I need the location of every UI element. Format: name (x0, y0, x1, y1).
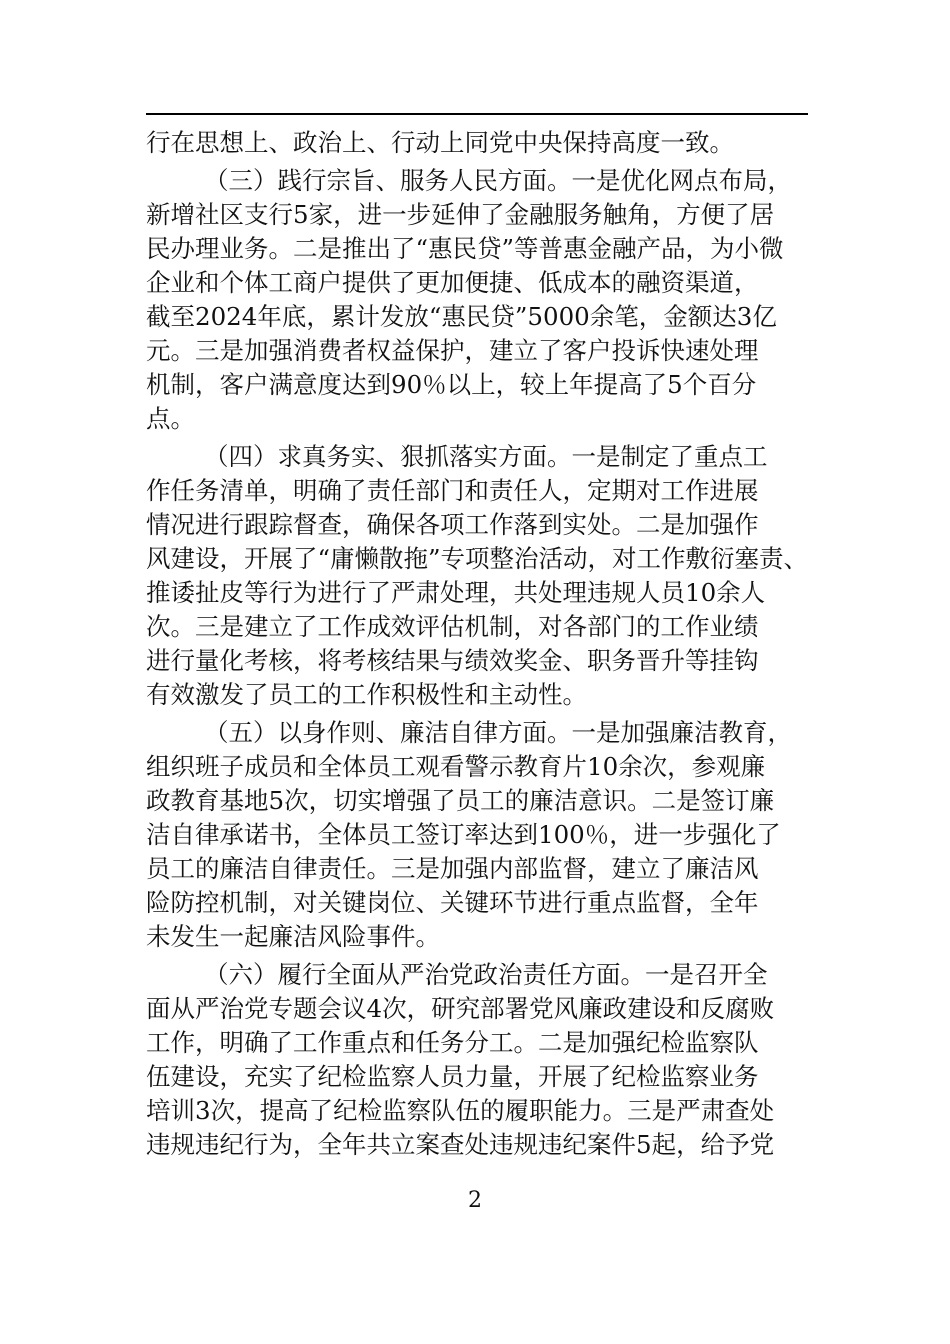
text-line: 推诿扯皮等行为进行了严肃处理，共处理违规人员10余人 (146, 578, 766, 607)
text-line: 情况进行跟踪督查，确保各项工作落到实处。二是加强作 (146, 510, 759, 539)
text-line: 面从严治党专题会议4次，研究部署党风廉政建设和反腐败 (146, 994, 775, 1023)
text-line: 民办理业务。二是推出了“惠民贷”等普惠金融产品，为小微 (146, 234, 784, 263)
text-line: 险防控机制，对关键岗位、关键环节进行重点监督，全年 (146, 888, 759, 917)
page-body (146, 126, 830, 1162)
text-line: 行在思想上、政治上、行动上同党中央保持高度一致。 (146, 128, 734, 157)
text-line: 伍建设，充实了纪检监察人员力量，开展了纪检监察业务 (146, 1062, 759, 1091)
text-line: 违规违纪行为，全年共立案查处违规违纪案件5起，给予党 (146, 1130, 775, 1159)
paragraph-heading-line: （三）践行宗旨、服务人民方面。一是优化网点布局， (204, 166, 792, 195)
page-number: 2 (468, 1188, 482, 1213)
text-line: 员工的廉洁自律责任。三是加强内部监督，建立了廉洁风 (146, 854, 759, 883)
paragraph-heading-line: （五）以身作则、廉洁自律方面。一是加强廉洁教育， (204, 718, 792, 747)
text-line: 元。三是加强消费者权益保护，建立了客户投诉快速处理 (146, 336, 759, 365)
text-line: 工作，明确了工作重点和任务分工。二是加强纪检监察队 (146, 1028, 759, 1057)
paragraph-heading-line: （六）履行全面从严治党政治责任方面。一是召开全 (204, 960, 768, 989)
paragraph-heading-line: （四）求真务实、狠抓落实方面。一是制定了重点工 (204, 442, 768, 471)
text-line: 机制，客户满意度达到90％以上，较上年提高了5个百分 (146, 370, 757, 399)
text-line: 洁自律承诺书，全体员工签订率达到100％，进一步强化了 (146, 820, 781, 849)
text-line: 有效激发了员工的工作积极性和主动性。 (146, 680, 587, 709)
text-line: 作任务清单，明确了责任部门和责任人，定期对工作进展 (146, 476, 759, 505)
text-line: 截至2024年底，累计发放“惠民贷”5000余笔，金额达3亿 (146, 302, 777, 331)
text-line: 未发生一起廉洁风险事件。 (146, 922, 440, 951)
text-line: 进行量化考核，将考核结果与绩效奖金、职务晋升等挂钩 (146, 646, 759, 675)
text-line: 政教育基地5次，切实增强了员工的廉洁意识。二是签订廉 (146, 786, 775, 815)
text-line: 次。三是建立了工作成效评估机制，对各部门的工作业绩 (146, 612, 759, 641)
text-line: 点。 (146, 404, 195, 433)
text-line: 培训3次，提高了纪检监察队伍的履职能力。三是严肃查处 (146, 1096, 775, 1125)
text-line: 风建设，开展了“庸懒散拖”专项整治活动，对工作敷衍塞责、 (146, 544, 809, 573)
header-rule (146, 113, 808, 115)
text-line: 企业和个体工商户提供了更加便捷、低成本的融资渠道， (146, 268, 759, 297)
text-line: 组织班子成员和全体员工观看警示教育片10余次，参观廉 (146, 752, 766, 781)
text-line: 新增社区支行5家，进一步延伸了金融服务触角，方便了居 (146, 200, 775, 229)
